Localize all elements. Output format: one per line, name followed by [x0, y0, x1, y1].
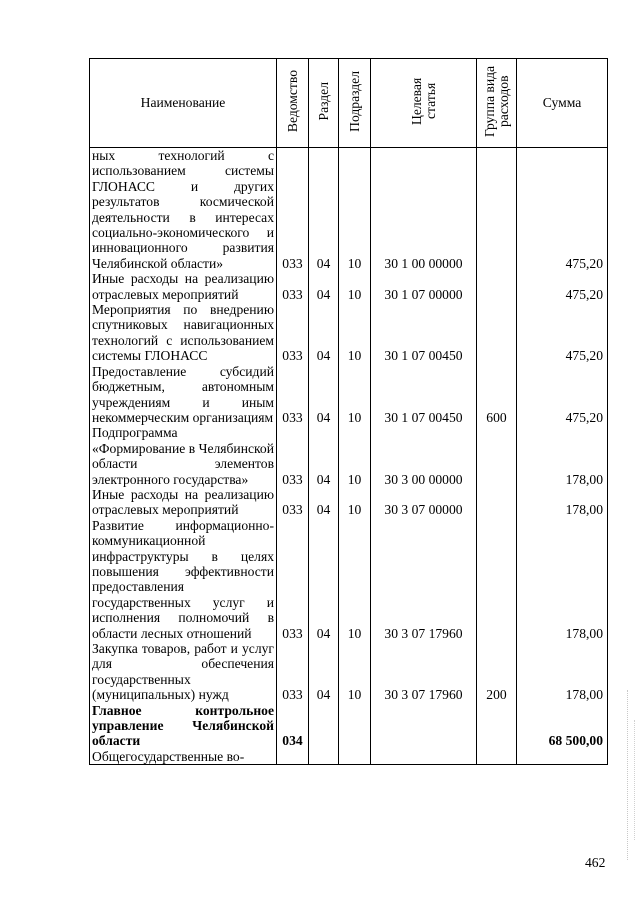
row-name: Общегосударственные во- [90, 749, 277, 765]
row-name: Предоставление субсидий бюджетным, автономным учреждениям и иным некоммерческим организациям [90, 364, 277, 426]
table-header-row [90, 59, 608, 148]
table-row [90, 148, 608, 272]
row-razdel: 04 [309, 518, 339, 641]
row-summa: 475,20 [517, 271, 608, 302]
row-gruppa [477, 518, 517, 641]
row-summa: 178,00 [517, 425, 608, 487]
row-vedomstvo: 033 [277, 271, 309, 302]
row-celevaya: 30 1 07 00000 [371, 271, 477, 302]
row-summa: 178,00 [517, 487, 608, 518]
row-vedomstvo: 033 [277, 518, 309, 641]
row-celevaya: 30 1 00 00000 [371, 148, 477, 272]
row-name: Мероприятия по внедрению спутниковых навигационных технологий с использованием системы ГЛОНАСС [90, 302, 277, 364]
row-razdel: 04 [309, 271, 339, 302]
row-gruppa [477, 703, 517, 749]
row-gruppa [477, 148, 517, 272]
table-row [90, 364, 608, 426]
row-podrazdel [339, 703, 371, 749]
row-name: Иные расходы на реализацию отраслевых мероприятий [90, 487, 277, 518]
page-number: 462 [585, 855, 606, 870]
budget-table [89, 58, 608, 765]
header-name: Наименование [90, 59, 277, 148]
row-razdel: 04 [309, 302, 339, 364]
header-vedomstvo: Ведомство [277, 59, 309, 148]
row-vedomstvo: 034 [277, 703, 309, 749]
row-podrazdel: 10 [339, 425, 371, 487]
row-podrazdel: 10 [339, 518, 371, 641]
row-celevaya: 30 1 07 00450 [371, 302, 477, 364]
row-gruppa: 600 [477, 364, 517, 426]
row-vedomstvo [277, 749, 309, 765]
row-gruppa [477, 425, 517, 487]
row-vedomstvo: 033 [277, 148, 309, 272]
table-row [90, 518, 608, 641]
row-summa: 475,20 [517, 302, 608, 364]
row-razdel [309, 749, 339, 765]
header-razdel: Раздел [309, 59, 339, 148]
row-vedomstvo: 033 [277, 487, 309, 518]
row-podrazdel: 10 [339, 364, 371, 426]
row-gruppa [477, 271, 517, 302]
row-podrazdel: 10 [339, 641, 371, 703]
header-celevaya: Целевая статья [371, 59, 477, 148]
row-summa: 178,00 [517, 518, 608, 641]
row-razdel [309, 703, 339, 749]
row-podrazdel [339, 749, 371, 765]
row-gruppa [477, 487, 517, 518]
table-row [90, 425, 608, 487]
table-row [90, 703, 608, 749]
row-name: Главное контрольное управление Челябинской области [90, 703, 277, 749]
row-vedomstvo: 033 [277, 641, 309, 703]
header-summa: Сумма [517, 59, 608, 148]
row-summa: 68 500,00 [517, 703, 608, 749]
row-podrazdel: 10 [339, 148, 371, 272]
margin-dotted-line [634, 720, 635, 840]
row-celevaya: 30 3 07 17960 [371, 641, 477, 703]
table-row [90, 749, 608, 765]
row-name: Закупка товаров, работ и услуг для обеспечения государственных (муниципальных) нужд [90, 641, 277, 703]
row-gruppa [477, 749, 517, 765]
row-razdel: 04 [309, 641, 339, 703]
row-vedomstvo: 033 [277, 425, 309, 487]
row-name: Подпрограмма «Формирование в Челябинской области элементов электронного государства» [90, 425, 277, 487]
row-vedomstvo: 033 [277, 302, 309, 364]
header-podrazdel: Подраздел [339, 59, 371, 148]
row-razdel: 04 [309, 148, 339, 272]
row-celevaya [371, 703, 477, 749]
row-vedomstvo: 033 [277, 364, 309, 426]
row-summa: 475,20 [517, 148, 608, 272]
row-gruppa: 200 [477, 641, 517, 703]
table-row [90, 641, 608, 703]
row-podrazdel: 10 [339, 487, 371, 518]
row-summa: 475,20 [517, 364, 608, 426]
row-razdel: 04 [309, 487, 339, 518]
row-name: ных технологий с использованием системы ГЛОНАСС и других результатов космической деятельности в интересах социально-экономического и инновационного развития Челябинской области» [90, 148, 277, 272]
row-summa [517, 749, 608, 765]
row-celevaya: 30 3 00 00000 [371, 425, 477, 487]
row-razdel: 04 [309, 425, 339, 487]
row-celevaya: 30 1 07 00450 [371, 364, 477, 426]
row-summa: 178,00 [517, 641, 608, 703]
table-row [90, 271, 608, 302]
table-body [90, 148, 608, 765]
row-celevaya: 30 3 07 17960 [371, 518, 477, 641]
row-razdel: 04 [309, 364, 339, 426]
row-podrazdel: 10 [339, 302, 371, 364]
row-celevaya [371, 749, 477, 765]
margin-dotted-line [627, 690, 628, 860]
table-row [90, 302, 608, 364]
row-name: Развитие информационно-коммуникационной инфраструктуры в целях повышения эффективности предоставления государственных услуг и исполнения полномочий в области лесных отношений [90, 518, 277, 641]
header-gruppa: Группа вида расходов [477, 59, 517, 148]
row-podrazdel: 10 [339, 271, 371, 302]
row-name: Иные расходы на реализацию отраслевых мероприятий [90, 271, 277, 302]
row-celevaya: 30 3 07 00000 [371, 487, 477, 518]
table-row [90, 487, 608, 518]
row-gruppa [477, 302, 517, 364]
